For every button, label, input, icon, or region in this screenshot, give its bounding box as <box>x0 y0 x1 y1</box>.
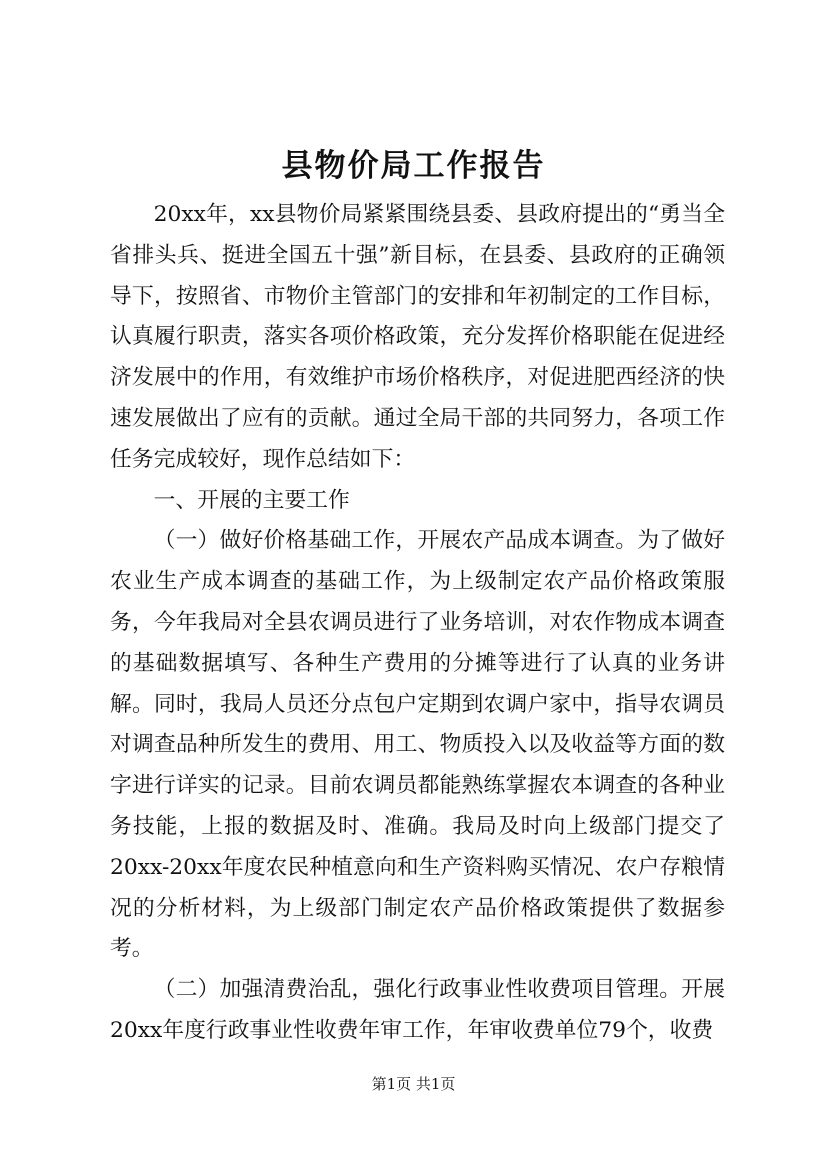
paragraph-fee-management: （二）加强清费治乱，强化行政事业性收费项目管理。开展20xx年度行政事业性收费年审工作，年审收费单位79个，收费 <box>110 977 725 1043</box>
page-footer: 第1页 共1页 <box>371 1075 456 1093</box>
paragraph-intro: 20xx年，xx县物价局紧紧围绕县委、县政府提出的“勇当全省排头兵、挺进全国五十强”新目标，在县委、县政府的正确领导下，按照省、市物价主管部门的安排和年初制定的工作目标，认真履行职责，落实各项价格政策，充分发挥价格职能在促进经济发展中的作用，有效维护市场价格秩序，对促进肥西经济的快速发展做出了应有的贡献。通过全局干部的共同努力，各项工作任务完成较好，现作总结如下： <box>110 202 725 472</box>
document-title: 县物价局工作报告 <box>281 148 546 184</box>
document-body <box>110 195 725 1052</box>
paragraph-cost-survey: （一）做好价格基础工作，开展农产品成本调查。为了做好农业生产成本调查的基础工作，为上级制定农产品价格政策服务，今年我局对全县农调员进行了业务培训，对农作物成本调查的基础数据填写、各种生产费用的分摊等进行了认真的业务讲解。同时，我局人员还分点包户定期到农调户家中，指导农调员对调查品种所发生的费用、用工、物质投入以及收益等方面的数字进行详实的记录。目前农调员都能熟练掌握农本调查的各种业务技能，上报的数据及时、准确。我局及时向上级部门提交了20xx-20xx年度农民种植意向和生产资料购买情况、农户存粮情况的分析材料，为上级部门制定农产品价格政策提供了数据参考。 <box>110 528 725 962</box>
section-heading: 一、开展的主要工作 <box>153 487 350 513</box>
